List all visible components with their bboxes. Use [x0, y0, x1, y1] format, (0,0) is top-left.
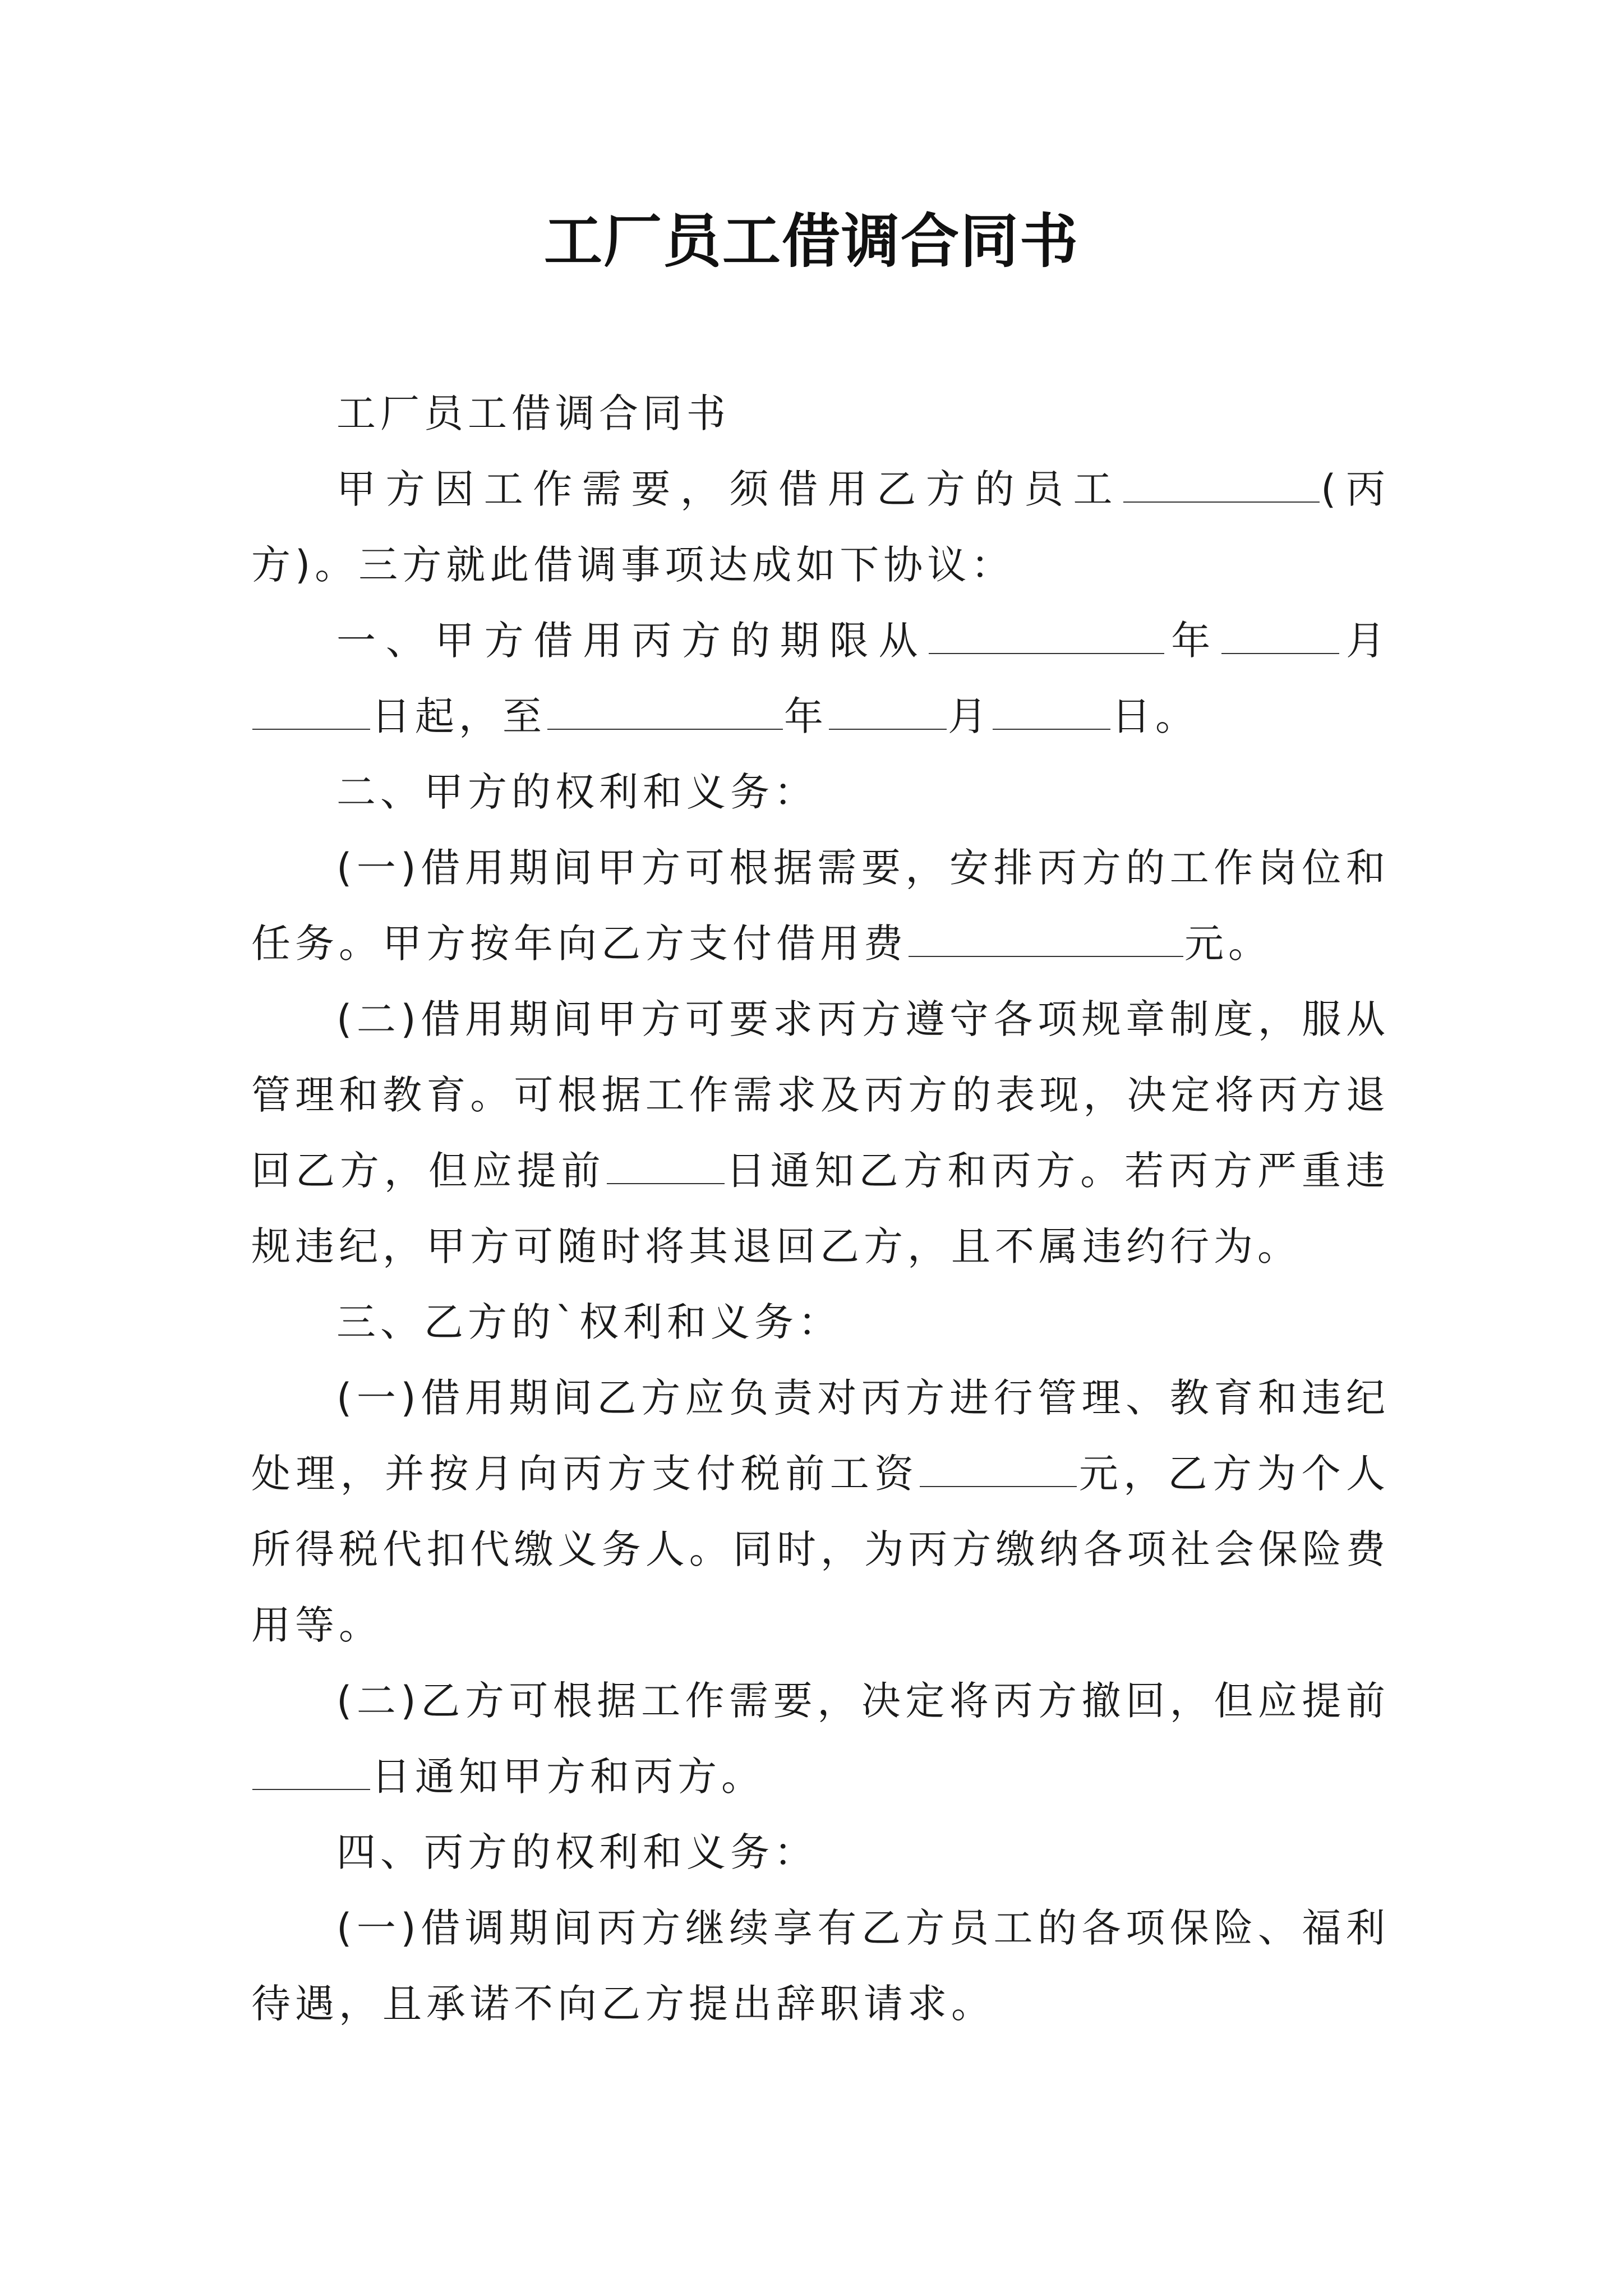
paragraph: [251, 1890, 1390, 2042]
paragraph: [251, 1360, 1390, 1663]
paragraph-text: (丙方)。三方就此借调事项达成如下协议：: [251, 466, 1390, 588]
fill-in-blank: [829, 694, 947, 730]
paragraph-text: (二)乙方可根据工作需要，决定将丙方撤回，但应提前: [336, 1678, 1390, 1724]
paragraph-text: 四、丙方的权利和义务：: [336, 1829, 818, 1875]
paragraph: [251, 830, 1390, 982]
paragraph-text: 月: [1340, 618, 1390, 664]
fill-in-blank: [547, 694, 783, 730]
paragraph-text: (一)借调期间丙方继续享有乙方员工的各项保险、福利待遇，且承诺不向乙方提出辞职请求。: [251, 1905, 1390, 2027]
fill-in-blank: [909, 921, 1183, 957]
paragraph-text: 元。: [1184, 921, 1272, 967]
paragraph: [251, 982, 1390, 1285]
fill-in-blank: [920, 1451, 1077, 1487]
paragraph-text: 月: [948, 693, 992, 739]
fill-in-blank: [993, 694, 1110, 730]
paragraph-text: 二、甲方的权利和义务：: [336, 769, 818, 815]
paragraph: [251, 1285, 1390, 1360]
paragraph-text: 甲方因工作需要，须借用乙方的员工: [336, 466, 1123, 512]
paragraph: [251, 376, 1390, 452]
paragraph: [251, 754, 1390, 830]
fill-in-blank: [252, 694, 370, 730]
paragraph-text: 日通知甲方和丙方。: [371, 1754, 765, 1800]
document-title: 工厂员工借调合同书: [543, 206, 1079, 275]
paragraph-text: 年: [784, 693, 828, 739]
paragraph: [251, 603, 1390, 754]
fill-in-blank: [1221, 618, 1339, 654]
paragraph-text: 一、甲方借用丙方的期限从: [336, 618, 928, 664]
paragraph: [251, 1663, 1390, 1815]
fill-in-blank: [252, 1754, 370, 1790]
paragraph: [251, 452, 1390, 603]
paragraph-text: 工厂员工借调合同书: [336, 390, 730, 436]
document-body: [251, 376, 1390, 2042]
fill-in-blank: [1123, 467, 1320, 503]
paragraph-text: (一)借用期间甲方可根据需要，安排丙方的工作岗位和任务。甲方按年向乙方支付借用费: [251, 845, 1390, 967]
paragraph-text: 年: [1165, 618, 1221, 664]
paragraph-text: 日。: [1112, 693, 1199, 739]
paragraph-text: 三、乙方的`权利和义务：: [336, 1299, 842, 1345]
paragraph-text: 元，乙方为个人所得税代扣代缴义务人。同时，为丙方缴纳各项社会保险费用等。: [251, 1451, 1390, 1648]
paragraph-text: 日通知乙方和丙方。若丙方严重违规违纪，甲方可随时将其退回乙方，且不属违约行为。: [251, 1148, 1390, 1269]
paragraph: [251, 1815, 1390, 1890]
fill-in-blank: [607, 1148, 725, 1184]
paragraph-text: (二)借用期间甲方可要求丙方遵守各项规章制度，服从管理和教育。可根据工作需求及丙方的表现，决定将丙方退回乙方，但应提前: [251, 996, 1390, 1194]
paragraph-text: (一)借用期间乙方应负责对丙方进行管理、教育和违纪处理，并按月向丙方支付税前工资: [251, 1375, 1390, 1497]
fill-in-blank: [929, 618, 1164, 654]
paragraph-text: 日起，至: [371, 693, 546, 739]
